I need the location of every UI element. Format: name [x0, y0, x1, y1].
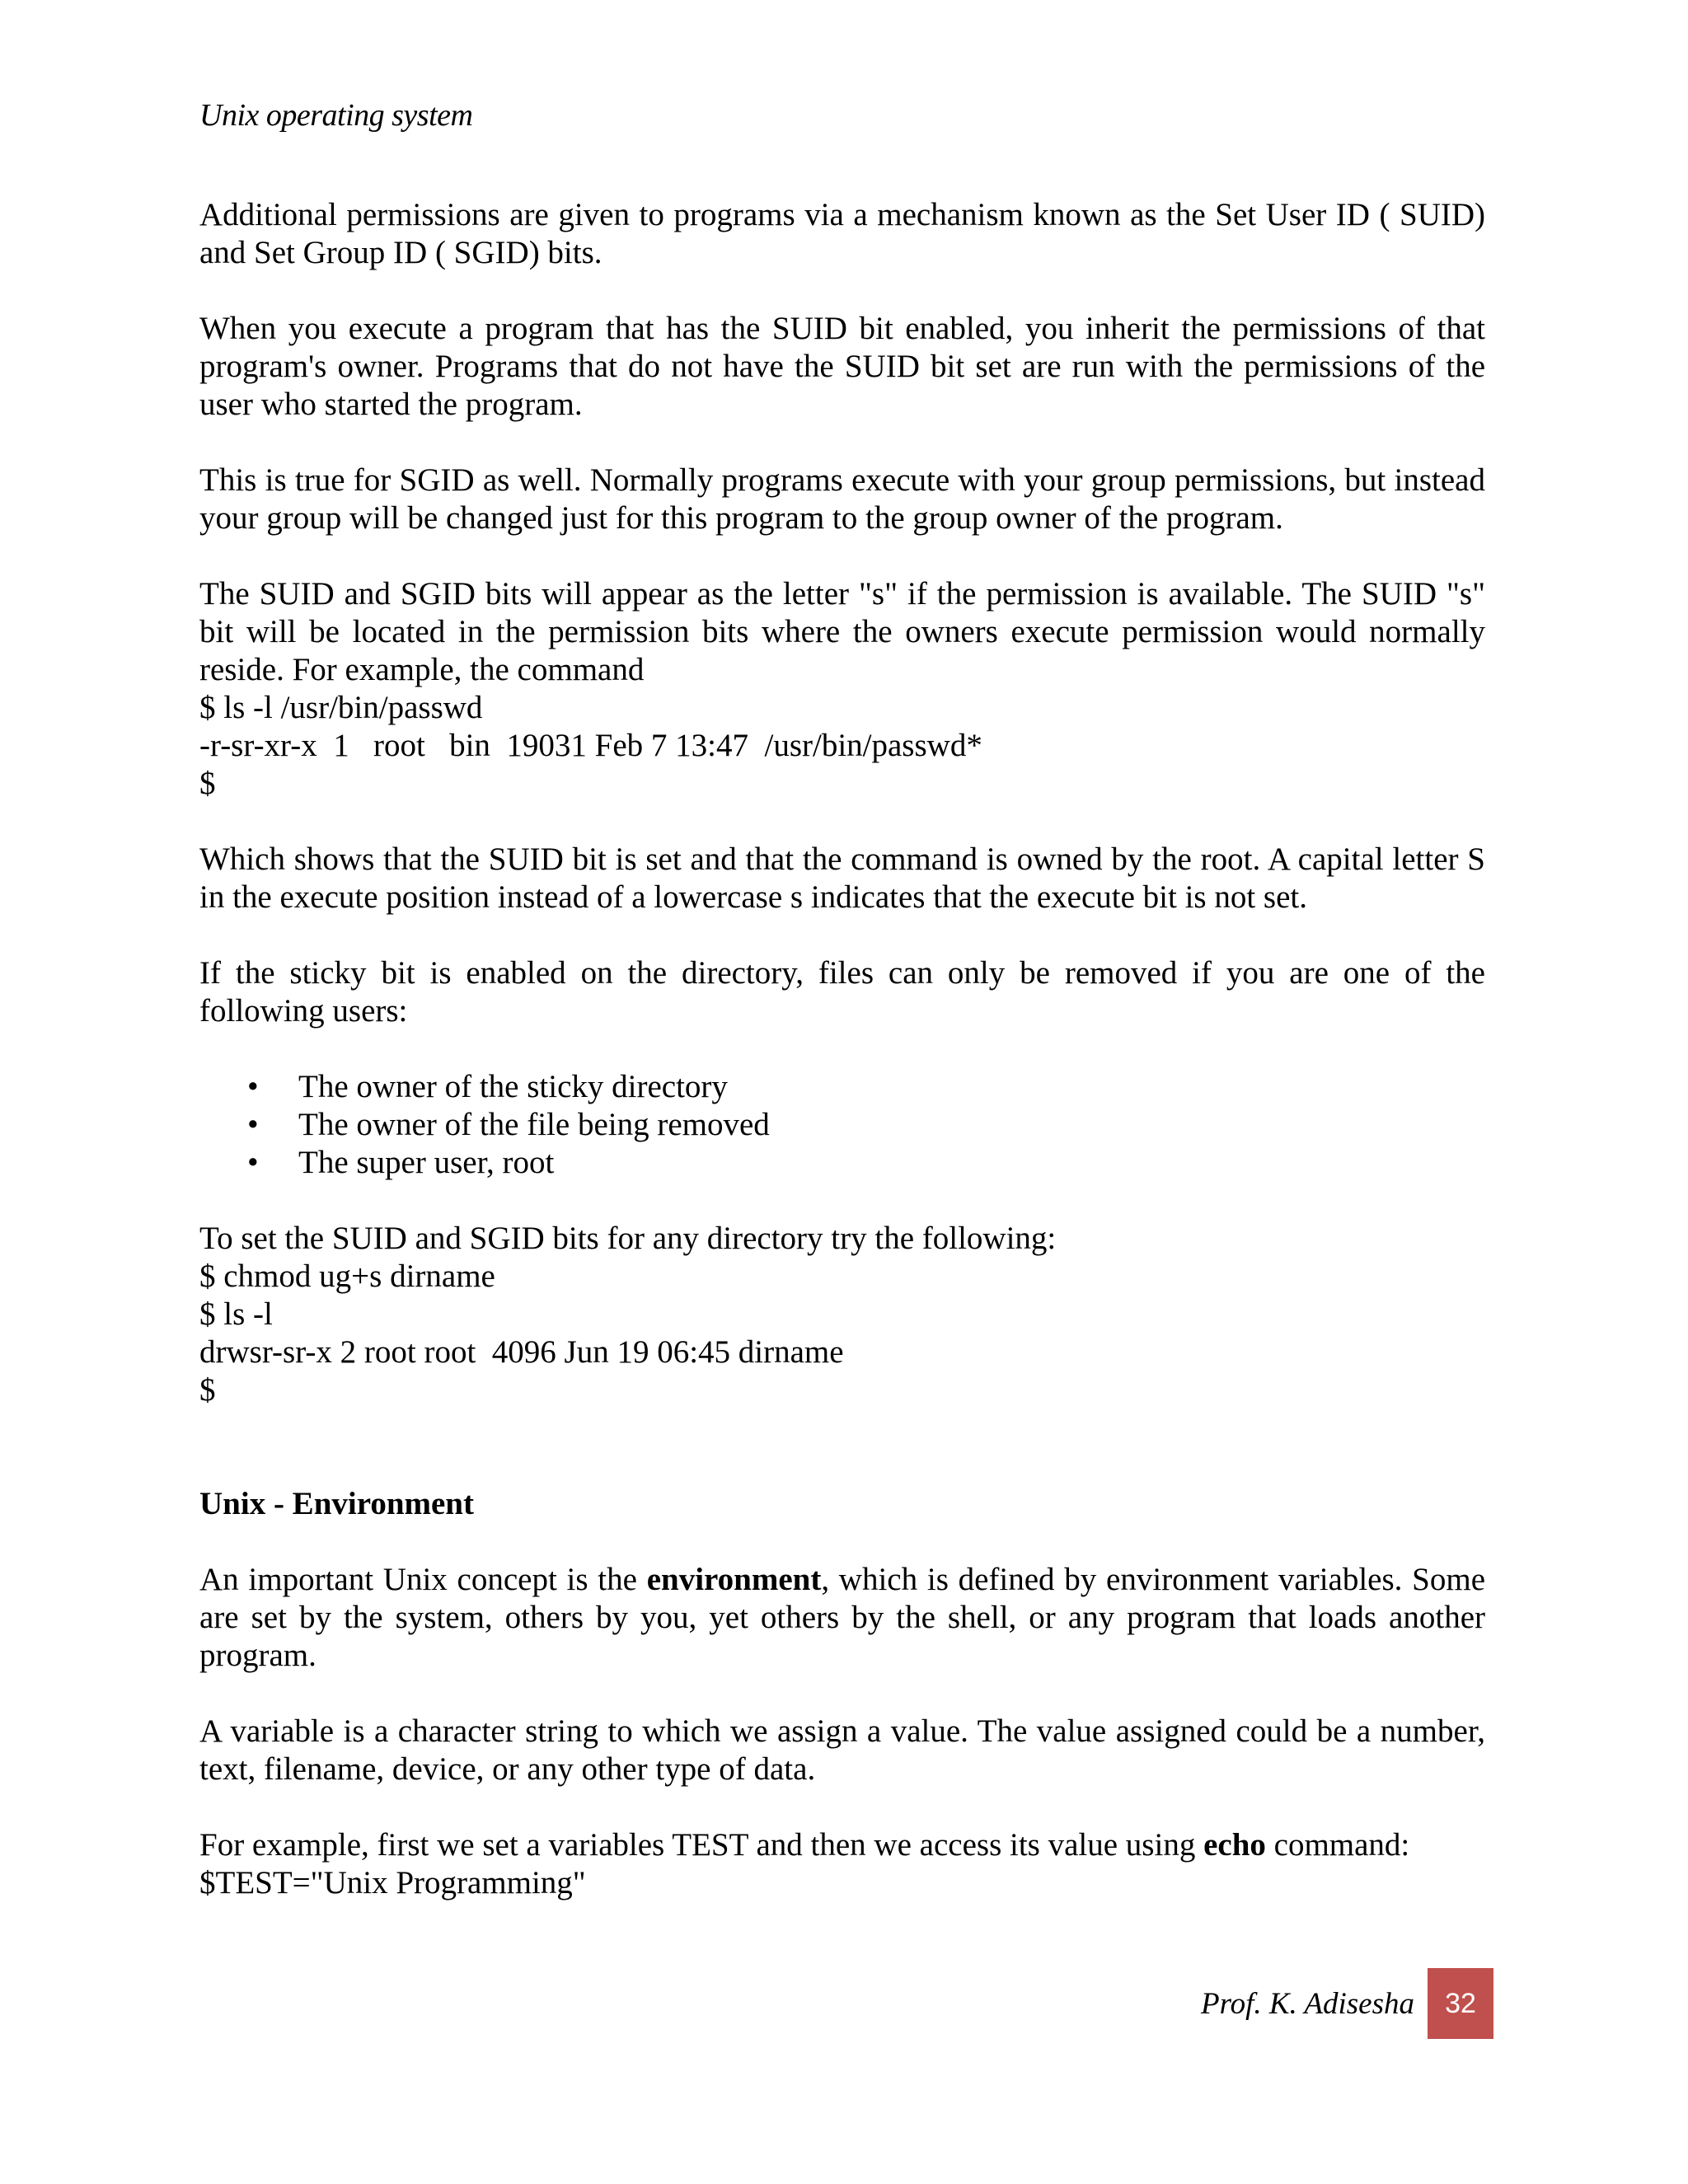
code-line: drwsr-sr-x 2 root root 4096 Jun 19 06:45 dirname: [199, 1334, 844, 1370]
code-line: $TEST="Unix Programming": [199, 1865, 586, 1900]
bold-term-echo: echo: [1203, 1827, 1266, 1863]
page-content: [199, 196, 1485, 1902]
page-header-title: Unix operating system: [199, 98, 473, 133]
paragraph-suid-letter: [199, 575, 1485, 803]
bullet-icon: •: [247, 1069, 259, 1104]
code-line: $ chmod ug+s dirname: [199, 1258, 495, 1294]
paragraph-example: For example, first we set a variables TEST and then we access its value using echo command:: [199, 1827, 1410, 1863]
bullet-icon: •: [247, 1145, 259, 1180]
sticky-users-list: [199, 1068, 1485, 1182]
code-line: $: [199, 766, 216, 801]
page-number-badge: 32: [1428, 1968, 1493, 2039]
code-line: $ ls -l: [199, 1296, 273, 1332]
list-item: • The owner of the sticky directory: [247, 1069, 728, 1104]
paragraph-sticky-bit: If the sticky bit is enabled on the directory, files can only be removed if you are one of the following users:: [199, 955, 1485, 1029]
page-footer: [1201, 1968, 1493, 2039]
paragraph-environment-intro: An important Unix concept is the environment, which is defined by environment variables. Some are set by the system, others by you, yet others by the shell, or any program that loads another program.: [199, 1562, 1486, 1673]
code-line: $ ls -l /usr/bin/passwd: [199, 690, 483, 725]
paragraph-sgid: This is true for SGID as well. Normally programs execute with your group permissions, but instead your group will be changed just for this program to the group owner of the program.: [199, 462, 1485, 536]
list-item: • The owner of the file being removed: [247, 1107, 770, 1142]
section-spacer: [199, 1409, 1485, 1485]
paragraph-variable-definition: A variable is a character string to which we assign a value. The value assigned could be a number, text, filename, device, or any other type of data.: [199, 1713, 1485, 1787]
section-heading-environment: Unix - Environment: [199, 1486, 474, 1521]
bold-term-environment: environment: [646, 1562, 822, 1597]
example-block: [199, 1826, 1485, 1902]
footer-author: Prof. K. Adisesha: [1200, 1986, 1414, 2021]
paragraph-suid-execute: When you execute a program that has the SUID bit enabled, you inherit the permissions of that program's owner. Programs that do not have the SUID bit set are run with the permissions of the user who started the program.: [199, 311, 1485, 422]
list-item: • The super user, root: [247, 1145, 555, 1180]
bullet-icon: •: [247, 1107, 259, 1142]
paragraph-suid-result: Which shows that the SUID bit is set and that the command is owned by the root. A capital letter S in the execute position instead of a lowercase s indicates that the execute bit is not set.: [199, 841, 1485, 915]
set-bits-block: [199, 1220, 1485, 1409]
paragraph-suid-letter-text: The SUID and SGID bits will appear as the letter "s" if the permission is available. The SUID "s" bit will be located in the permission bits where the owners execute permission would normally reside. For example, the command: [199, 576, 1485, 687]
code-line: $: [199, 1372, 216, 1408]
paragraph-set-bits: To set the SUID and SGID bits for any directory try the following:: [199, 1221, 1057, 1256]
code-line: -r-sr-xr-x 1 root bin 19031 Feb 7 13:47 /usr/bin/passwd*: [199, 728, 982, 763]
paragraph-suid-intro: Additional permissions are given to programs via a mechanism known as the Set User ID ( SUID) and Set Group ID ( SGID) bits.: [199, 197, 1485, 270]
